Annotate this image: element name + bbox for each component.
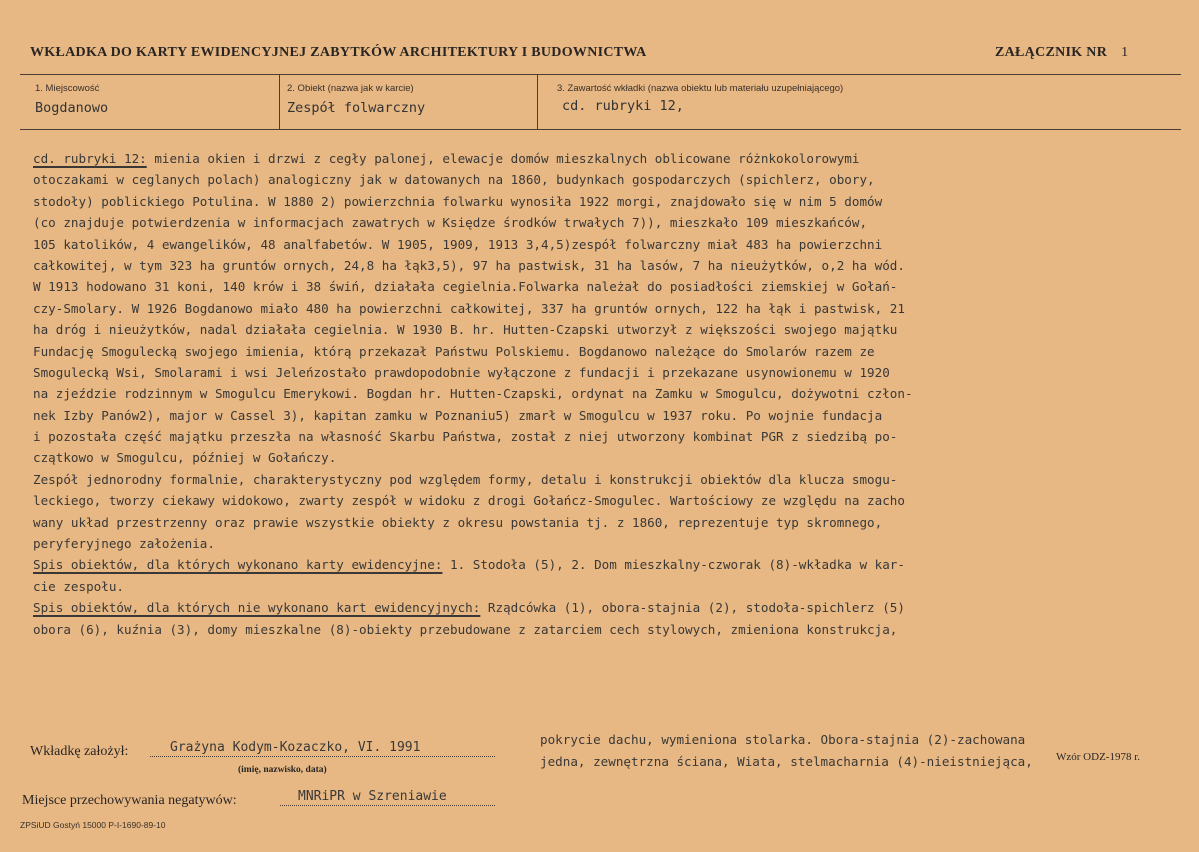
body-line: i pozostała część majątku przeszła na własność Skarbu Państwa, został z niej utworzony kombinat PGR z siedzibą po- (33, 429, 898, 445)
body-line: pokrycie dachu, wymieniona stolarka. Obora-stajnia (2)-zachowana (540, 732, 1026, 747)
body-line: Smogulecką Wsi, Smolarami i wsi Jeleńzostało prawdopodobnie wyłączone z fundacji i przekazane usynowionemu w 1920 (33, 364, 890, 380)
author-value-text: Grażyna Kodym-Kozaczko, VI. 1991 (170, 740, 421, 755)
author-value (150, 740, 495, 757)
body-line: stodoły) poblickiego Potulina. W 1880 2) powierzchnia folwarku wynosiła 1922 morgi, znajdowało się w nim 5 domów (33, 193, 883, 209)
form-code: Wzór ODZ-1978 r. (1056, 751, 1141, 763)
body-line: peryferyjnego założenia. (33, 536, 215, 552)
body-line: W 1913 hodowano 31 koni, 140 krów i 38 świń, działała cegielnia.Folwarka należał do posiadłości ziemskiej w Gołań- (33, 279, 898, 295)
body-line: Fundację Smogulecką swojego imienia, którą przekazał Państwu Polskiemu. Bogdanowo należące do Smolarów razem ze (33, 343, 875, 359)
underlined-heading: Spis obiektów, dla których nie wykonano kart ewidencyjnych: (33, 600, 481, 616)
form-title: WKŁADKA DO KARTY EWIDENCYJNEJ ZABYTKÓW ARCHITEKTURY I BUDOWNICTWA (30, 45, 647, 60)
body-line: (co znajduje potwierdzenia w informacjach zawatrych w Księdze środków trwałych 7)), mieszkało 109 mieszkańców, (33, 215, 868, 231)
body-line: nek Izby Panów2), major w Cassel 3), kapitan zamku w Poznaniu5) zmarł w Smogulcu w 1937 roku. Po wojnie fundacja (33, 407, 883, 423)
body-line: na zjeździe rodzinnym w Smogulcu Emerykowi. Bogdan hr. Hutten-Czapski, ordynat na Zamku w Smogulcu, dożywotni człon- (33, 386, 913, 402)
printer-imprint: ZPSiUD Gostyń 15000 P-I-1690-89-10 (20, 820, 166, 830)
body-line: 105 katolików, 4 ewangelików, 48 analfabetów. W 1905, 1909, 1913 3,4,5)zespół folwarczny miał 483 ha powierzchni (33, 236, 883, 252)
body-line: czy-Smolary. W 1926 Bogdanowo miało 480 ha powierzchni całkowitej, 337 ha gruntów ornych, 122 ha łąk i pastwisk, 21 (33, 300, 905, 316)
field-3-value: cd. rubryki 12, (562, 98, 684, 114)
body-line: jedna, zewnętrzna ściana, Wiata, stelmacharnia (4)-nieistniejąca, (540, 754, 1033, 769)
field-1-label: 1. Miejscowość (35, 83, 100, 94)
body-line: leckiego, tworzy ciekawy widokowo, zwarty zespół w widoku z drogi Gołańcz-Smogulec. Wartościowy ze względu na zacho (33, 493, 905, 509)
author-label: Wkładkę założył: (30, 744, 129, 759)
negatives-value (280, 789, 495, 806)
field-2-value: Zespół folwarczny (287, 100, 426, 116)
field-3-label: 3. Zawartość wkładki (nazwa obiektu lub materiału uzupełniającego) (557, 83, 844, 94)
author-caption: (imię, nazwisko, data) (238, 765, 327, 775)
body-line (33, 597, 1193, 618)
negatives-value-text: MNRiPR w Szreniawie (298, 789, 447, 804)
body-line-rest: 1. Stodoła (5), 2. Dom mieszkalny-czworak (8)-wkładka w kar- (442, 557, 905, 573)
field-1-value: Bogdanowo (35, 100, 109, 116)
body-line: otoczakami w ceglanych polach) analogiczny jak w datowanych na 1860, budynkach gospodarczych (spichlerz, obory, (33, 172, 875, 188)
negatives-label: Miejsce przechowywania negatywów: (22, 793, 237, 808)
header-rule-top (20, 74, 1181, 75)
body-line: Zespół jednorodny formalnie, charakterystyczny pod względem formy, detalu i konstrukcji obiektów dla klucza smogu- (33, 471, 898, 487)
annex-number: 1 (1121, 45, 1129, 60)
body-continuation (540, 729, 1033, 773)
body-line (33, 148, 1193, 169)
body-line (33, 554, 1193, 575)
body-line: czątkowo w Smogulcu, później w Gołańczy. (33, 450, 337, 466)
body-line-rest: mienia okien i drzwi z cegły palonej, elewacje domów mieszkalnych oblicowane różnkokolorowymi (146, 151, 860, 166)
underlined-heading: Spis obiektów, dla których wykonano karty ewidencyjne: (33, 557, 443, 573)
annex-label-text: ZAŁĄCZNIK NR (995, 45, 1108, 60)
body-line: całkowitej, w tym 323 ha gruntów ornych, 24,8 ha łąk3,5), 97 ha pastwisk, 31 ha lasów, 7 ha nieużytków, o,2 ha wód. (33, 257, 905, 273)
underlined-heading: cd. rubryki 12: (33, 151, 147, 166)
body-line: ha dróg i nieużytków, nadal działała cegielnia. W 1930 B. hr. Hutten-Czapski utworzył z większości swojego majątku (33, 322, 898, 338)
header-rule-bottom (20, 129, 1181, 130)
field-2-label: 2. Obiekt (nazwa jak w karcie) (287, 83, 414, 94)
body-line: wany układ przestrzenny oraz prawie wszystkie obiekty z okresu powstania tj. z 1860, reprezentuje typ skromnego, (33, 514, 883, 530)
body-line-rest: Rządcówka (1), obora-stajnia (2), stodoła-spichlerz (5) (480, 600, 905, 616)
field-divider-1 (279, 74, 280, 129)
body-text (33, 148, 1193, 640)
annex-label (995, 45, 1128, 61)
body-line: obora (6), kuźnia (3), domy mieszkalne (8)-obiekty przebudowane z zatarciem cech stylowych, zmieniona konstrukcja, (33, 621, 898, 637)
field-divider-2 (537, 74, 538, 129)
body-line: cie zespołu. (33, 578, 124, 594)
